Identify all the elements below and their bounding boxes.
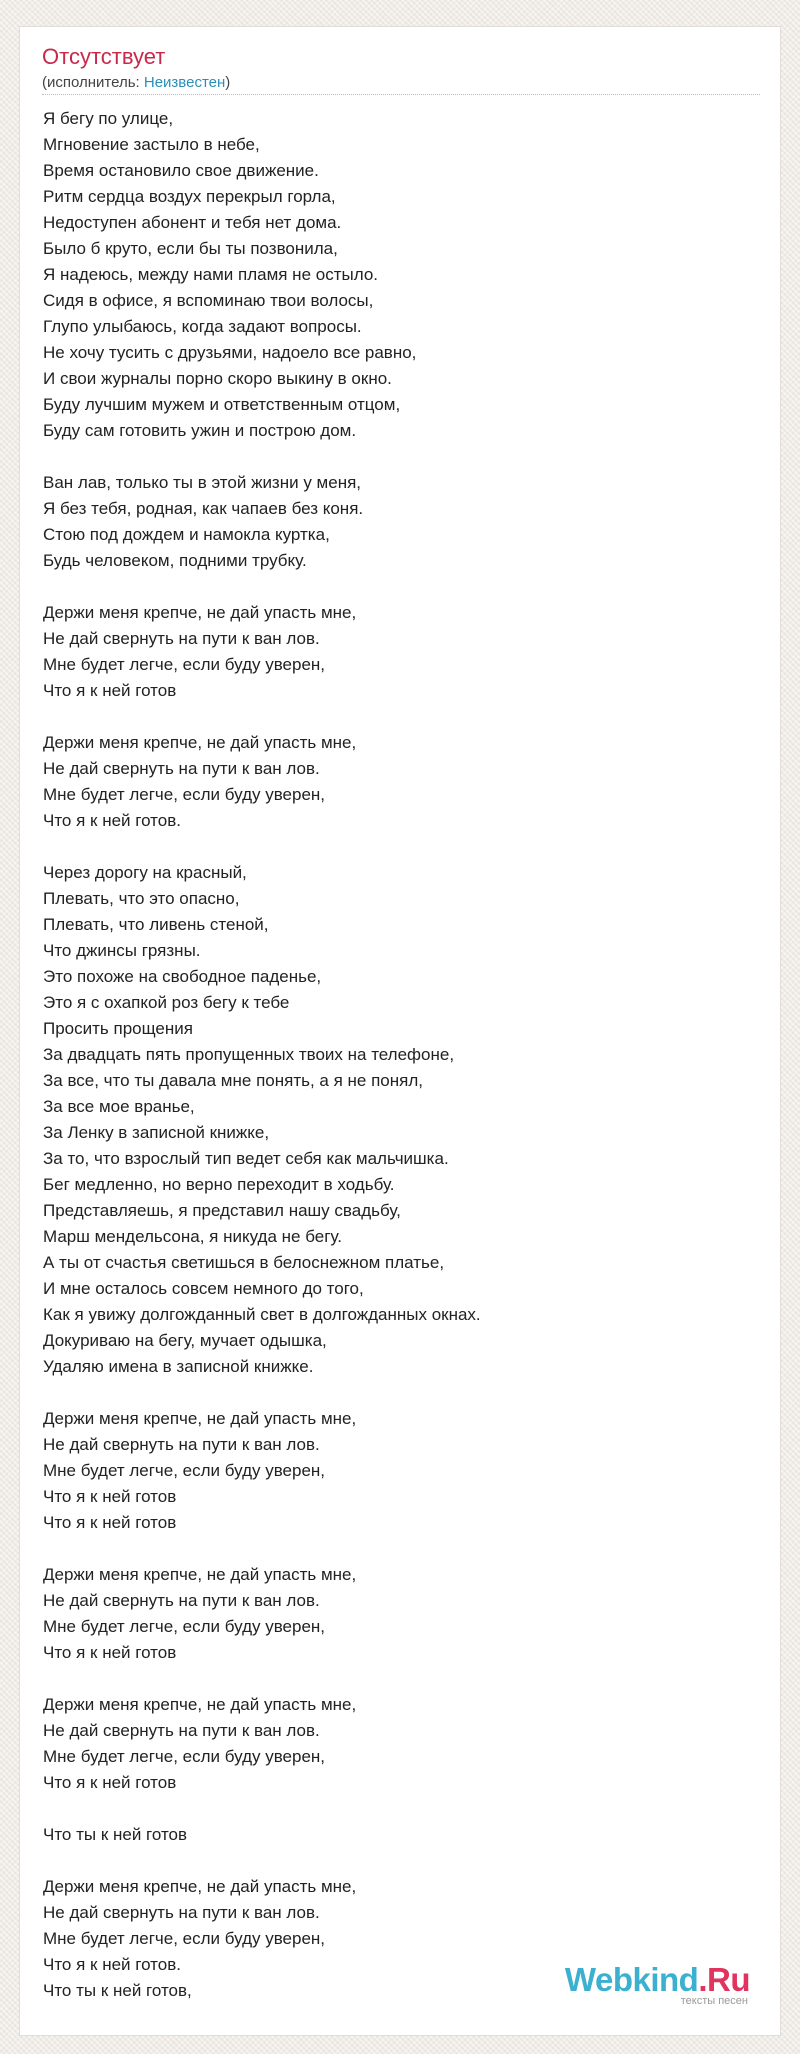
artist-prefix: (исполнитель:: [42, 74, 144, 91]
lyric-line: Держи меня крепче, не дай упасть мне,: [43, 603, 357, 622]
lyric-line: За все мое вранье,: [43, 1097, 195, 1116]
lyric-line: Не дай свернуть на пути к ван лов.: [43, 1591, 320, 1610]
lyric-line: А ты от счастья светишься в белоснежном платье,: [43, 1253, 445, 1272]
lyric-line: Что я к ней готов.: [43, 811, 181, 830]
lyric-line: Держи меня крепче, не дай упасть мне,: [43, 733, 357, 752]
lyric-line: Мне будет легче, если буду уверен,: [43, 785, 326, 804]
logo-suffix: .Ru: [698, 1961, 750, 1998]
lyric-line: Мне будет легче, если буду уверен,: [43, 1929, 326, 1948]
lyric-line: Буду лучшим мужем и ответственным отцом,: [43, 395, 401, 414]
lyric-line: Плевать, что это опасно,: [43, 889, 240, 908]
lyric-line: За то, что взрослый тип ведет себя как мальчишка.: [43, 1149, 449, 1168]
lyric-line: Ван лав, только ты в этой жизни у меня,: [43, 473, 362, 492]
lyrics-stanza: [43, 470, 763, 574]
lyrics-stanza: [43, 1406, 763, 1536]
lyric-line: Сидя в офисе, я вспоминаю твои волосы,: [43, 291, 374, 310]
lyric-line: Через дорогу на красный,: [43, 863, 247, 882]
lyric-line: Не хочу тусить с друзьями, надоело все равно,: [43, 343, 417, 362]
lyric-line: Представляешь, я представил нашу свадьбу,: [43, 1201, 401, 1220]
lyrics-card: [19, 26, 781, 2036]
lyric-line: Удаляю имена в записной книжке.: [43, 1357, 314, 1376]
lyric-line: Было б круто, если бы ты позвонила,: [43, 239, 338, 258]
artist-link[interactable]: Неизвестен: [143, 74, 226, 91]
lyric-line: Держи меня крепче, не дай упасть мне,: [43, 1565, 357, 1584]
lyric-line: Время остановило свое движение.: [43, 161, 319, 180]
lyric-line: Не дай свернуть на пути к ван лов.: [43, 759, 320, 778]
lyric-line: Не дай свернуть на пути к ван лов.: [43, 629, 320, 648]
lyric-line: Будь человеком, подними трубку.: [43, 551, 307, 570]
lyric-line: Я надеюсь, между нами пламя не остыло.: [43, 265, 378, 284]
lyric-line: Держи меня крепче, не дай упасть мне,: [43, 1409, 357, 1428]
lyric-line: Что я к ней готов.: [43, 1955, 181, 1974]
lyric-line: Что я к ней готов: [43, 1487, 177, 1506]
artist-suffix: ): [225, 74, 231, 91]
lyric-line: Марш мендельсона, я никуда не бегу.: [43, 1227, 342, 1246]
lyric-line: Недоступен абонент и тебя нет дома.: [43, 213, 342, 232]
lyrics-stanza: [43, 1562, 763, 1666]
lyric-line: Что джинсы грязны.: [43, 941, 201, 960]
lyrics-body: [43, 106, 763, 2030]
lyric-line: Мне будет легче, если буду уверен,: [43, 655, 326, 674]
lyric-line: Как я увижу долгожданный свет в долгожданных окнах.: [43, 1305, 481, 1324]
lyric-line: Что ты к ней готов,: [43, 1981, 192, 2000]
lyric-line: Мгновение застыло в небе,: [43, 135, 260, 154]
lyrics-stanza: [43, 860, 763, 1380]
lyric-line: Не дай свернуть на пути к ван лов.: [43, 1721, 320, 1740]
lyric-line: Мне будет легче, если буду уверен,: [43, 1617, 326, 1636]
lyrics-stanza: [43, 730, 763, 834]
lyric-line: Что я к ней готов: [43, 681, 177, 700]
lyric-line: Это похоже на свободное паденье,: [43, 967, 322, 986]
lyric-line: Мне будет легче, если буду уверен,: [43, 1747, 326, 1766]
lyric-line: Я без тебя, родная, как чапаев без коня.: [43, 499, 364, 518]
lyric-line: И свои журналы порно скоро выкину в окно.: [43, 369, 392, 388]
lyric-line: Плевать, что ливень стеной,: [43, 915, 269, 934]
lyric-line: За все, что ты давала мне понять, а я не понял,: [43, 1071, 423, 1090]
lyric-line: Стою под дождем и намокла куртка,: [43, 525, 330, 544]
lyric-line: Что я к ней готов: [43, 1513, 177, 1532]
logo-tagline: тексты песен: [680, 1995, 748, 2007]
lyric-line: Держи меня крепче, не дай упасть мне,: [43, 1695, 357, 1714]
lyric-line: Не дай свернуть на пути к ван лов.: [43, 1435, 320, 1454]
title-divider: [42, 94, 760, 95]
site-watermark[interactable]: [565, 1963, 750, 2007]
lyrics-stanza: [43, 1822, 763, 1848]
song-title: Отсутствует: [42, 44, 166, 69]
lyric-line: Что ты к ней готов: [43, 1825, 188, 1844]
lyric-line: И мне осталось совсем немного до того,: [43, 1279, 364, 1298]
lyrics-stanza: [43, 106, 763, 444]
lyric-line: Это я с охапкой роз бегу к тебе: [43, 993, 290, 1012]
lyrics-stanza: [43, 1692, 763, 1796]
artist-line: [42, 74, 230, 92]
lyric-line: За Ленку в записной книжке,: [43, 1123, 270, 1142]
lyric-line: Что я к ней готов: [43, 1643, 177, 1662]
site-logo: [565, 1963, 750, 1997]
lyric-line: Ритм сердца воздух перекрыл горла,: [43, 187, 336, 206]
lyric-line: За двадцать пять пропущенных твоих на телефоне,: [43, 1045, 455, 1064]
lyric-line: Не дай свернуть на пути к ван лов.: [43, 1903, 320, 1922]
lyric-line: Буду сам готовить ужин и построю дом.: [43, 421, 357, 440]
lyric-line: Глупо улыбаюсь, когда задают вопросы.: [43, 317, 362, 336]
lyric-line: Я бегу по улице,: [43, 109, 174, 128]
lyric-line: Бег медленно, но верно переходит в ходьбу.: [43, 1175, 395, 1194]
logo-main: Webkind: [564, 1961, 699, 1998]
lyric-line: Держи меня крепче, не дай упасть мне,: [43, 1877, 357, 1896]
lyric-line: Что я к ней готов: [43, 1773, 177, 1792]
lyric-line: Мне будет легче, если буду уверен,: [43, 1461, 326, 1480]
lyric-line: Докуриваю на бегу, мучает одышка,: [43, 1331, 327, 1350]
lyrics-stanza: [43, 600, 763, 704]
lyric-line: Просить прощения: [43, 1019, 193, 1038]
